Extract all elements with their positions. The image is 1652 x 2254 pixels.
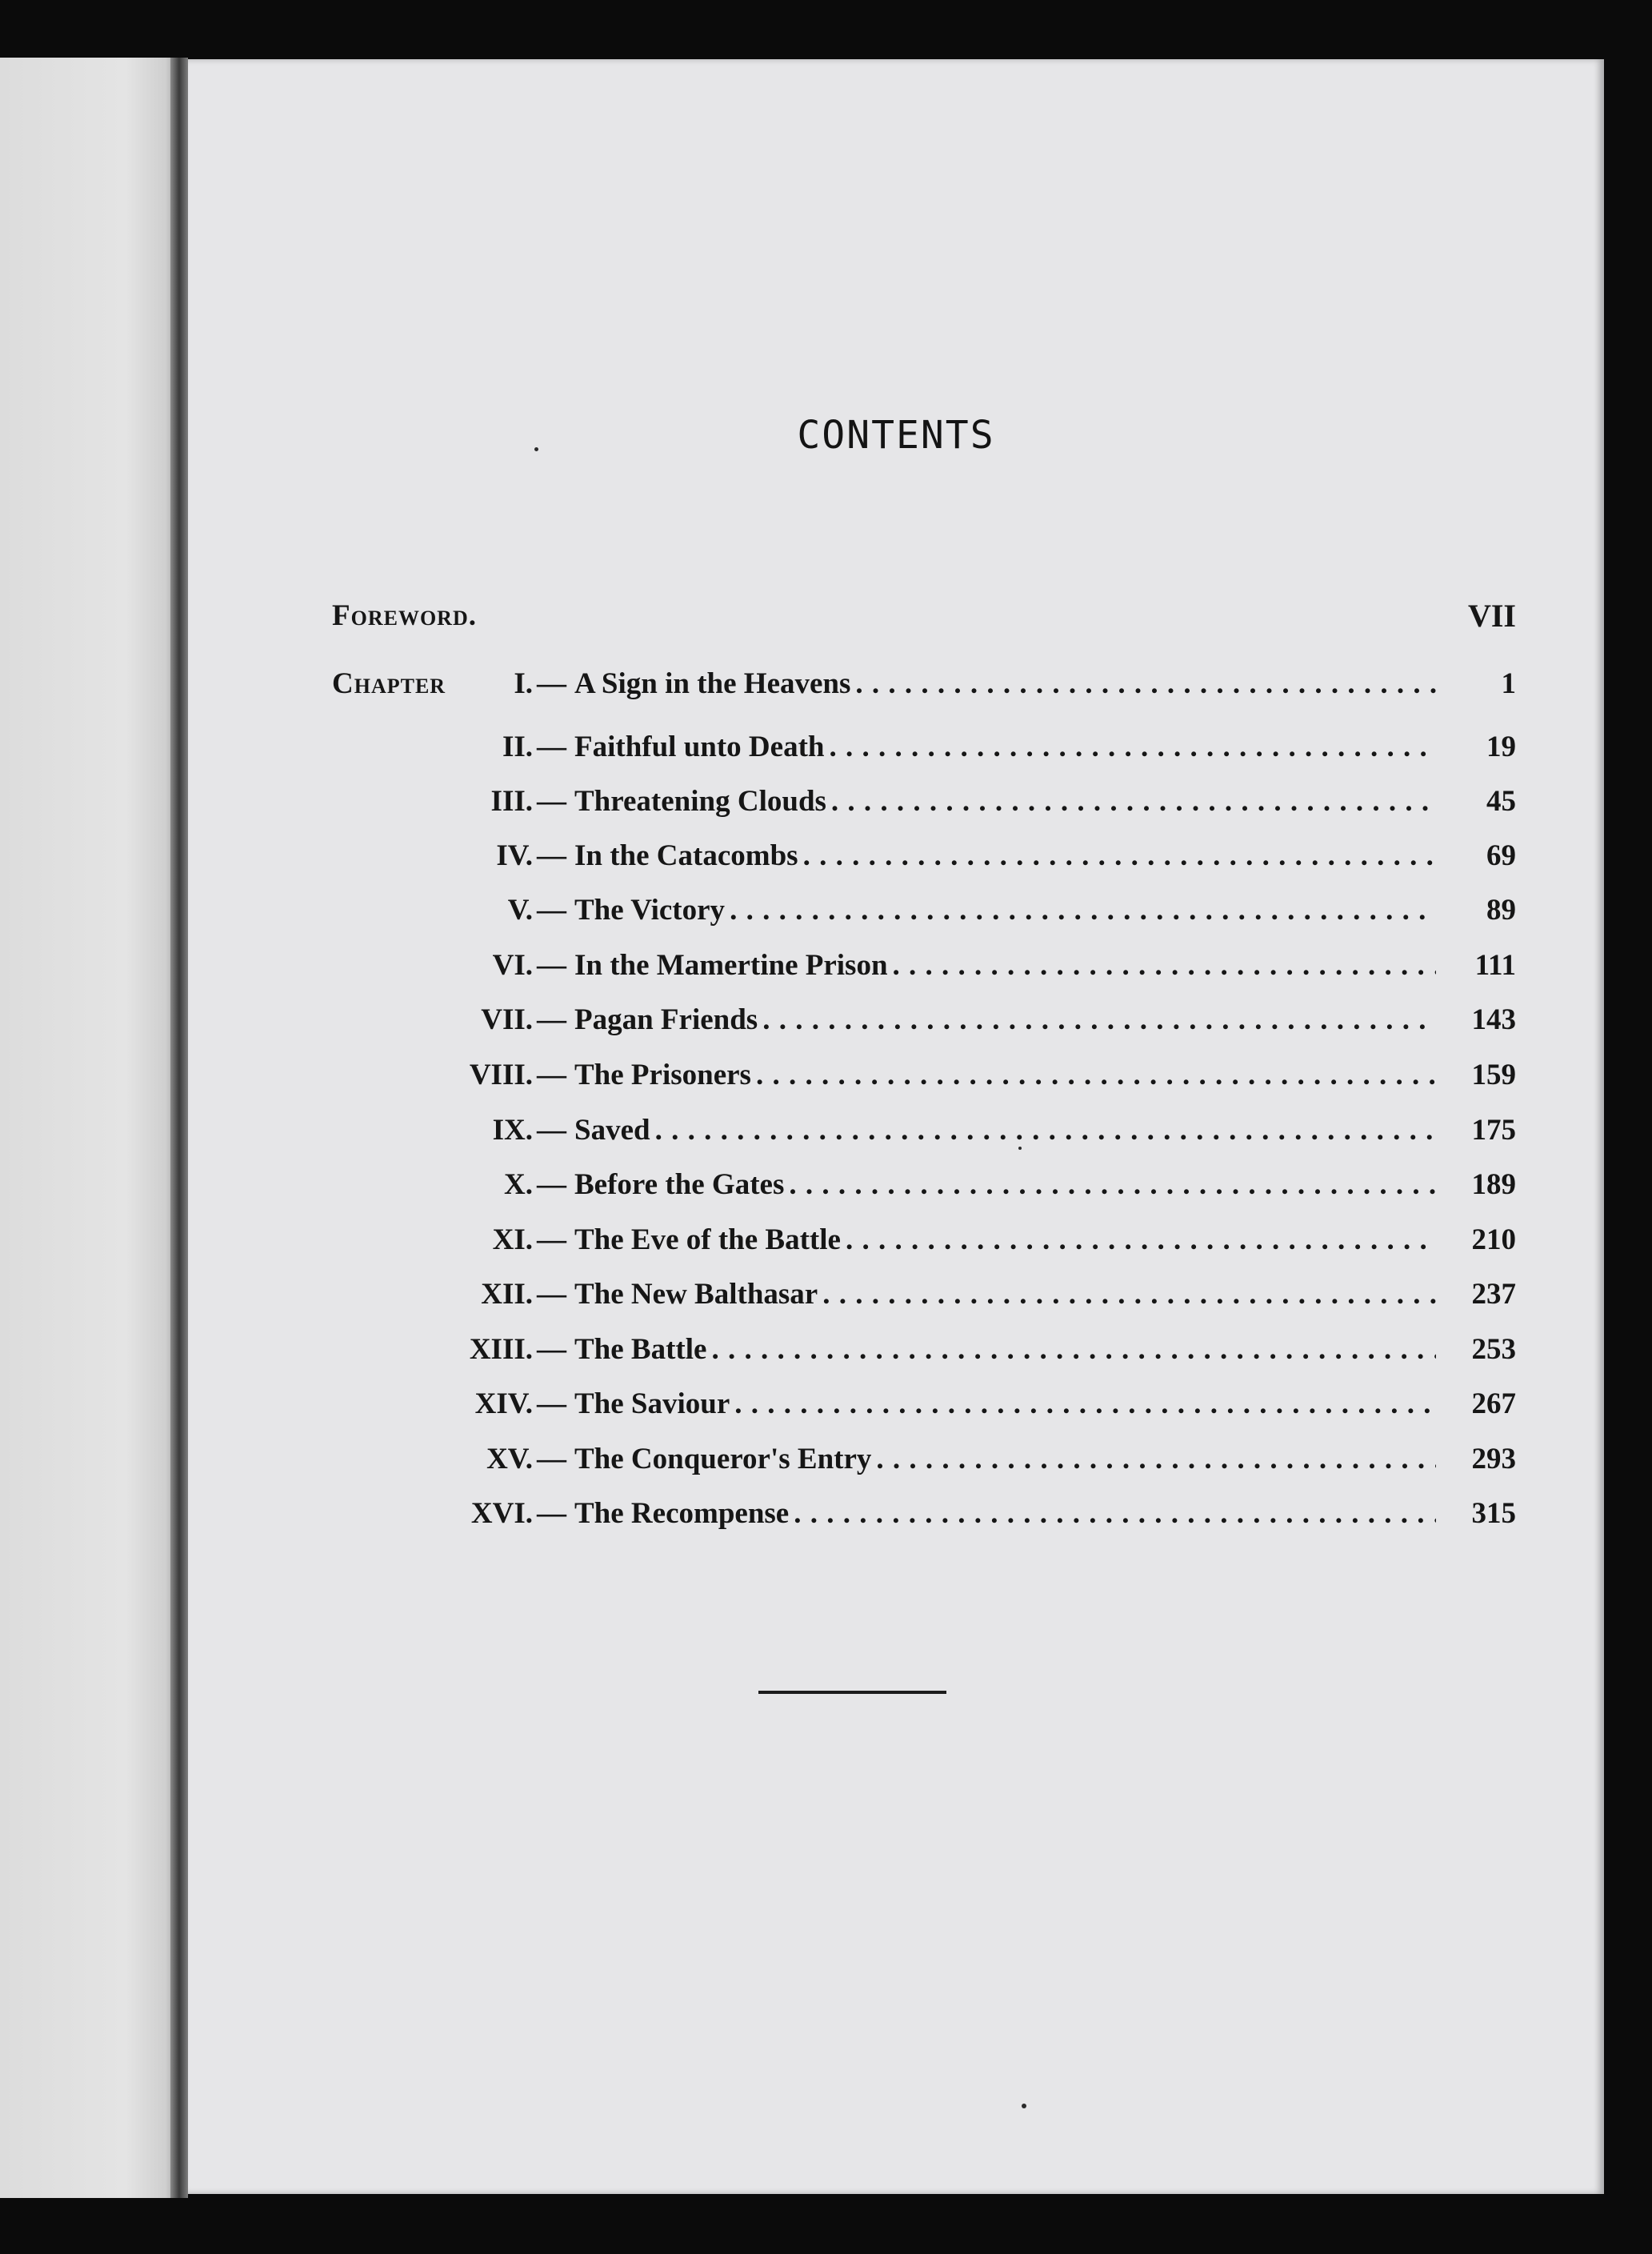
chapter-numeral: X. — [504, 1168, 533, 1201]
toc-entry — [188, 1271, 1604, 1319]
dot-leader — [730, 887, 1436, 935]
toc-entry — [188, 723, 1604, 771]
toc-entry — [188, 996, 1604, 1044]
chapter-title: The Recompense — [574, 1497, 790, 1530]
em-dash: — — [537, 667, 566, 700]
chapter-numeral: VIII. — [469, 1059, 533, 1091]
toc-entry — [188, 660, 1604, 708]
chapter-entry — [537, 887, 1436, 935]
closing-rule — [758, 1691, 946, 1694]
chapter-title: In the Mamertine Prison — [574, 949, 888, 982]
em-dash: — — [537, 1059, 566, 1091]
chapter-numeral: VII. — [481, 1003, 533, 1036]
chapter-title: Saved — [574, 1114, 650, 1147]
chapter-title: The Eve of the Battle — [574, 1223, 841, 1256]
chapter-page-number: 210 — [1471, 1223, 1516, 1256]
chapter-numeral: XIV. — [474, 1387, 533, 1420]
chapter-page-number: 253 — [1471, 1333, 1516, 1366]
chapter-numeral: IX. — [492, 1114, 533, 1147]
dot-leader — [734, 1380, 1436, 1428]
dot-leader — [803, 832, 1436, 880]
chapter-entry — [537, 1326, 1436, 1374]
foreword-label: Foreword. — [332, 599, 477, 632]
toc-entry — [188, 1051, 1604, 1099]
contents-page — [188, 59, 1604, 2194]
dot-leader — [756, 1051, 1436, 1099]
chapter-page-number: 143 — [1471, 1003, 1516, 1036]
chapter-page-number: 267 — [1471, 1387, 1516, 1420]
toc-entry — [188, 1161, 1604, 1209]
chapter-page-number: 19 — [1486, 731, 1516, 763]
chapter-numeral: XI. — [492, 1223, 533, 1256]
toc-entry — [188, 1490, 1604, 1538]
scan-speck — [1018, 1147, 1022, 1150]
chapter-title: A Sign in the Heavens — [574, 667, 851, 700]
em-dash: — — [537, 949, 566, 982]
chapter-page-number: 175 — [1471, 1114, 1516, 1147]
dot-leader — [711, 1326, 1436, 1374]
dot-leader — [762, 996, 1436, 1044]
em-dash: — — [537, 1333, 566, 1366]
chapter-numeral: XV. — [486, 1443, 533, 1475]
toc-entry — [188, 1326, 1604, 1374]
chapter-title: Threatening Clouds — [574, 785, 826, 818]
toc-entry — [188, 832, 1604, 880]
chapter-numeral: XII. — [481, 1278, 533, 1311]
foreword-row — [188, 592, 1604, 640]
scan-speck — [534, 447, 538, 451]
chapter-entry — [537, 1051, 1436, 1099]
dot-leader — [855, 660, 1436, 708]
dot-leader — [893, 942, 1436, 990]
chapter-numeral: XIII. — [469, 1333, 533, 1366]
chapter-page-number: 189 — [1471, 1168, 1516, 1201]
chapter-title: The Battle — [574, 1333, 707, 1366]
chapter-numeral: IV. — [496, 839, 533, 872]
scan-speck — [1022, 2104, 1026, 2108]
chapter-entry — [537, 1107, 1436, 1155]
chapter-page-number: 159 — [1471, 1059, 1516, 1091]
em-dash: — — [537, 731, 566, 763]
em-dash: — — [537, 1003, 566, 1036]
chapter-entry — [537, 1216, 1436, 1264]
chapter-title: Faithful unto Death — [574, 731, 825, 763]
em-dash: — — [537, 1168, 566, 1201]
dot-leader — [831, 778, 1436, 826]
toc-entry — [188, 1107, 1604, 1155]
left-page-edge — [0, 58, 180, 2198]
chapter-numeral: VI. — [492, 949, 533, 982]
em-dash: — — [537, 894, 566, 927]
toc-entry — [188, 942, 1604, 990]
em-dash: — — [537, 1497, 566, 1530]
dot-leader — [829, 723, 1436, 771]
chapter-entry — [537, 1380, 1436, 1428]
chapter-title: The Victory — [574, 894, 726, 927]
em-dash: — — [537, 1278, 566, 1311]
chapter-entry — [537, 660, 1436, 708]
em-dash: — — [537, 1387, 566, 1420]
chapter-title: The Saviour — [574, 1387, 730, 1420]
dot-leader — [876, 1435, 1436, 1483]
chapter-page-number: 293 — [1471, 1443, 1516, 1475]
chapter-page-number: 69 — [1486, 839, 1516, 872]
chapter-title: Pagan Friends — [574, 1003, 758, 1036]
chapter-entry — [537, 723, 1436, 771]
chapter-page-number: 315 — [1471, 1497, 1516, 1530]
chapter-page-number: 45 — [1486, 785, 1516, 818]
book-gutter — [170, 58, 188, 2198]
toc-entry — [188, 1380, 1604, 1428]
chapter-title: The New Balthasar — [574, 1278, 818, 1311]
dot-leader — [789, 1161, 1436, 1209]
em-dash: — — [537, 839, 566, 872]
chapter-numeral: II. — [502, 731, 533, 763]
toc-entry — [188, 887, 1604, 935]
chapter-title: The Conqueror's Entry — [574, 1443, 872, 1475]
dot-leader — [794, 1490, 1436, 1538]
chapter-page-number: 237 — [1471, 1278, 1516, 1311]
chapter-entry — [537, 778, 1436, 826]
chapter-numeral: I. — [514, 667, 533, 700]
toc-entry — [188, 1435, 1604, 1483]
toc-entry — [188, 778, 1604, 826]
dot-leader — [846, 1216, 1436, 1264]
em-dash: — — [537, 1114, 566, 1147]
chapter-page-number: 89 — [1486, 894, 1516, 927]
chapter-entry — [537, 1490, 1436, 1538]
chapter-title: In the Catacombs — [574, 839, 798, 872]
chapter-numeral: XVI. — [470, 1497, 533, 1530]
chapter-numeral: III. — [490, 785, 533, 818]
chapter-word: Chapter — [332, 667, 446, 700]
page-title: CONTENTS — [797, 413, 995, 458]
dot-leader — [822, 1271, 1436, 1319]
em-dash: — — [537, 1223, 566, 1256]
chapter-entry — [537, 1271, 1436, 1319]
chapter-entry — [537, 832, 1436, 880]
chapter-page-number: 111 — [1474, 949, 1516, 982]
chapter-page-number: 1 — [1501, 667, 1516, 700]
toc-entry — [188, 1216, 1604, 1264]
chapter-entry — [537, 1435, 1436, 1483]
em-dash: — — [537, 785, 566, 818]
foreword-page-number: VII — [1467, 598, 1516, 634]
dot-leader — [655, 1107, 1436, 1155]
chapter-entry — [537, 996, 1436, 1044]
chapter-title: Before the Gates — [574, 1168, 785, 1201]
em-dash: — — [537, 1443, 566, 1475]
chapter-numeral: V. — [507, 894, 533, 927]
chapter-entry — [537, 942, 1436, 990]
chapter-entry — [537, 1161, 1436, 1209]
chapter-title: The Prisoners — [574, 1059, 751, 1091]
